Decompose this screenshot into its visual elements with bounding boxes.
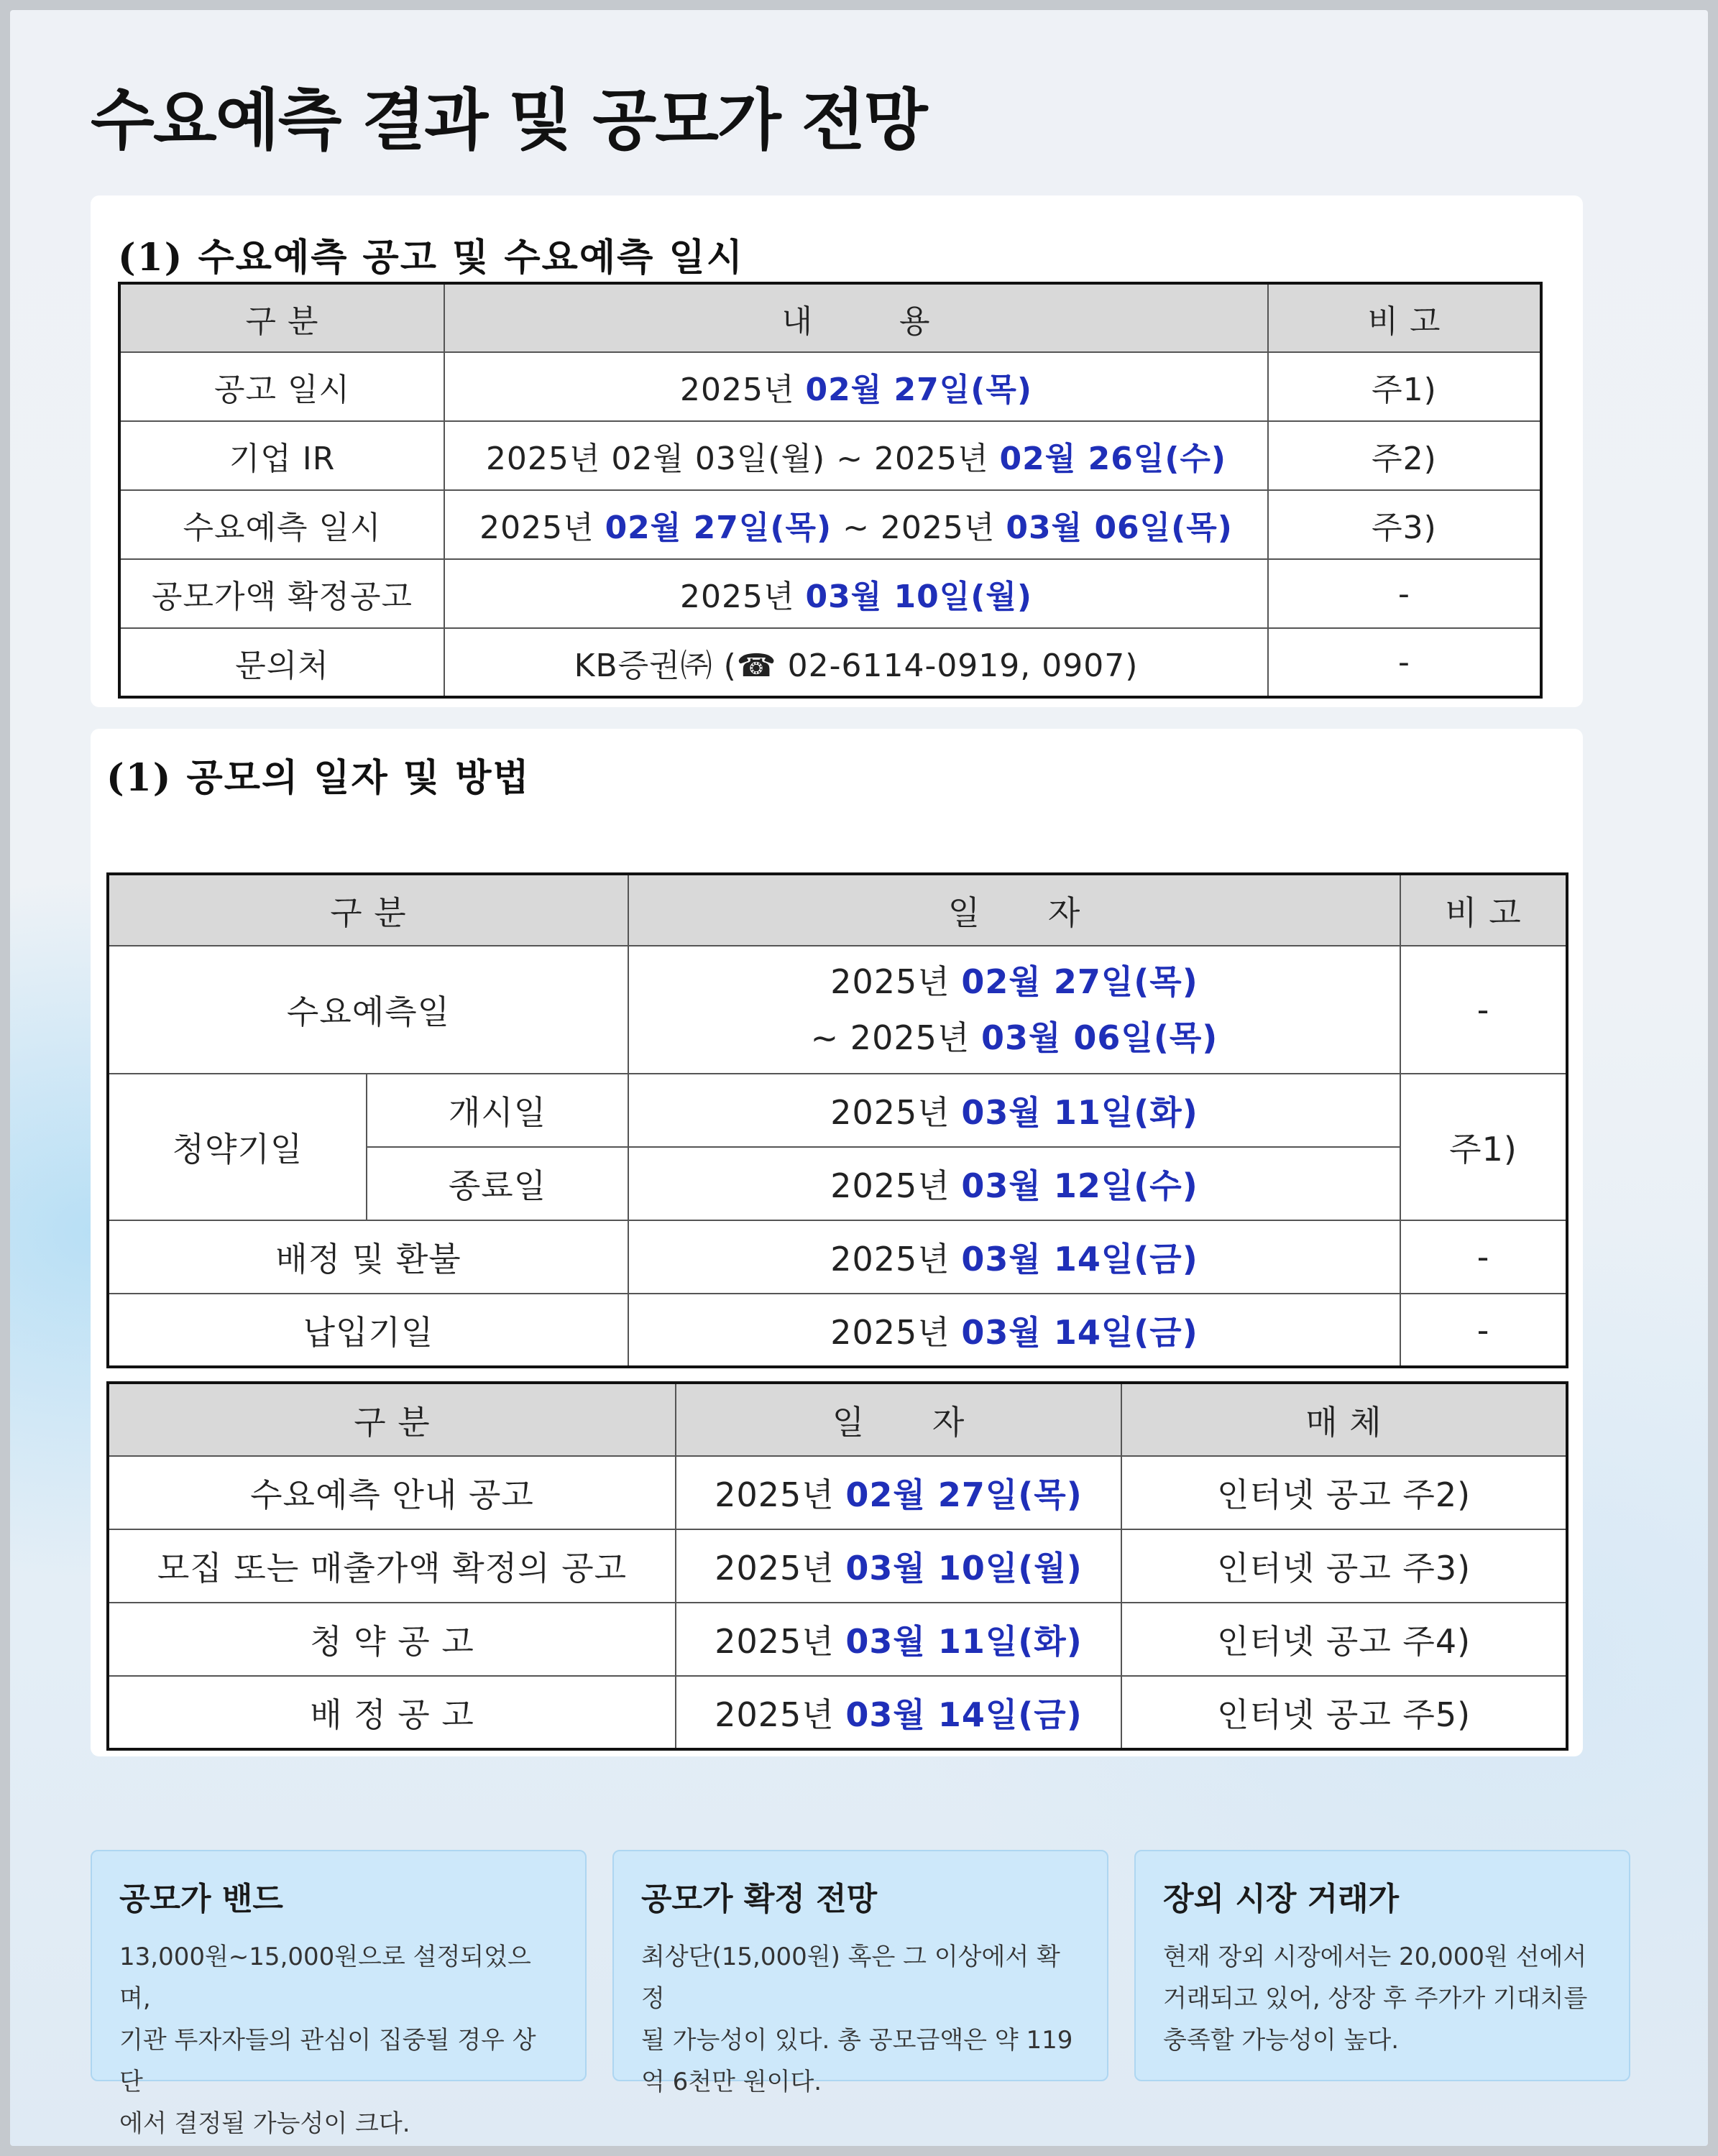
row-label: 공모가액 확정공고 xyxy=(119,559,444,628)
column-header: 구 분 xyxy=(119,283,444,352)
column-header: 비 고 xyxy=(1400,874,1567,946)
row-content: 2025년 03월 14일(금) xyxy=(628,1294,1400,1367)
row-note: - xyxy=(1400,1294,1567,1367)
table-row xyxy=(119,628,1541,697)
offering-schedule-panel xyxy=(91,729,1583,1756)
offering-dates-table xyxy=(106,872,1568,1368)
row-content: 2025년 03월 14일(금) xyxy=(628,1220,1400,1294)
row-label: 납입기일 xyxy=(108,1294,628,1367)
telephone-icon: ☎ xyxy=(736,647,777,684)
table-header-row xyxy=(108,1383,1567,1456)
date-highlight: 02월 27일(목) xyxy=(961,962,1198,1001)
date-highlight: 02월 27일(목) xyxy=(845,1475,1083,1514)
row-note: - xyxy=(1268,559,1541,628)
table-row xyxy=(119,421,1541,490)
date-highlight: 03월 12일(수) xyxy=(961,1166,1198,1205)
column-header: 구 분 xyxy=(108,1383,676,1456)
row-note: 주1) xyxy=(1400,1074,1567,1220)
table-row xyxy=(108,1603,1567,1676)
row-label: 배정 및 환불 xyxy=(108,1220,628,1294)
table-row xyxy=(119,559,1541,628)
column-header: 비 고 xyxy=(1268,283,1541,352)
row-label: 공고 일시 xyxy=(119,352,444,421)
section-heading: (1) 수요예측 공고 및 수요예측 일시 xyxy=(118,236,744,280)
date-highlight: 02월 27일(목) xyxy=(605,510,832,546)
date-highlight: 03월 10일(월) xyxy=(805,579,1032,615)
card-text: 현재 장외 시장에서는 20,000원 선에서 거래되고 있어, 상장 후 주가가 기대치를 충족할 가능성이 높다. xyxy=(1163,1943,1588,2055)
row-label: 수요예측 일시 xyxy=(119,490,444,559)
otc-price-card xyxy=(1134,1850,1630,2081)
column-header: 매 체 xyxy=(1121,1383,1567,1456)
date-highlight: 03월 11일(화) xyxy=(845,1622,1083,1661)
demand-forecast-schedule-panel xyxy=(91,195,1583,707)
row-label: 청 약 공 고 xyxy=(108,1603,676,1676)
row-content: 2025년 02월 03일(월) ~ 2025년 02월 26일(수) xyxy=(444,421,1268,490)
date-highlight: 03월 14일(금) xyxy=(961,1240,1198,1279)
table-row xyxy=(119,352,1541,421)
row-content: 2025년 03월 11일(화) xyxy=(628,1074,1400,1147)
price-band-card xyxy=(91,1850,587,2138)
card-title: 공모가 밴드 xyxy=(119,1881,283,1917)
column-header: 일 자 xyxy=(676,1383,1121,1456)
row-content: KB증권㈜ (☎ 02-6114-0919, 0907) xyxy=(444,628,1268,697)
row-content: 2025년 02월 27일(목) xyxy=(676,1456,1121,1529)
row-label: 기업 IR xyxy=(119,421,444,490)
table-row xyxy=(108,1220,1567,1294)
date-highlight: 03월 14일(금) xyxy=(961,1312,1198,1352)
table-header-row xyxy=(108,874,1567,946)
card-title: 공모가 확정 전망 xyxy=(641,1881,878,1917)
row-note: 주3) xyxy=(1268,490,1541,559)
row-note: - xyxy=(1400,946,1567,1074)
table-row xyxy=(119,490,1541,559)
summary-cards xyxy=(91,1850,1637,2138)
row-label: 배 정 공 고 xyxy=(108,1676,676,1749)
row-note: 주1) xyxy=(1268,352,1541,421)
price-outlook-card xyxy=(612,1850,1108,2096)
row-label: 수요예측 안내 공고 xyxy=(108,1456,676,1529)
table-row xyxy=(108,946,1567,1074)
row-label: 수요예측일 xyxy=(108,946,628,1074)
card-title: 장외 시장 거래가 xyxy=(1163,1881,1400,1917)
date-highlight: 03월 06일(목) xyxy=(980,1018,1218,1057)
date-highlight: 02월 27일(목) xyxy=(805,372,1032,408)
row-content: 2025년 03월 10일(월) xyxy=(444,559,1268,628)
table-row xyxy=(108,1456,1567,1529)
row-media: 인터넷 공고 주3) xyxy=(1121,1529,1567,1603)
page xyxy=(10,10,1708,2146)
row-note: 주2) xyxy=(1268,421,1541,490)
row-label: 청약기일 xyxy=(108,1074,367,1220)
section-heading: (1) 공모의 일자 및 방법 xyxy=(106,756,530,800)
date-highlight: 02월 26일(수) xyxy=(999,441,1227,477)
row-content: 2025년 03월 12일(수) xyxy=(628,1147,1400,1220)
row-label: 문의처 xyxy=(119,628,444,697)
row-note: - xyxy=(1400,1220,1567,1294)
demand-forecast-table xyxy=(118,282,1543,699)
row-media: 인터넷 공고 주4) xyxy=(1121,1603,1567,1676)
row-content: 2025년 03월 11일(화) xyxy=(676,1603,1121,1676)
row-content: 2025년 02월 27일(목) ~ 2025년 03월 06일(목) xyxy=(628,946,1400,1074)
table-header-row xyxy=(119,283,1541,352)
row-sublabel: 종료일 xyxy=(367,1147,628,1220)
column-header: 구 분 xyxy=(108,874,628,946)
row-content: 2025년 02월 27일(목) xyxy=(444,352,1268,421)
table-row xyxy=(108,1294,1567,1367)
page-title: 수요예측 결과 및 공모가 전망 xyxy=(91,82,927,159)
column-header: 일 자 xyxy=(628,874,1400,946)
row-media: 인터넷 공고 주5) xyxy=(1121,1676,1567,1749)
table-row xyxy=(108,1529,1567,1603)
row-media: 인터넷 공고 주2) xyxy=(1121,1456,1567,1529)
row-content: 2025년 03월 10일(월) xyxy=(676,1529,1121,1603)
announcement-media-table xyxy=(106,1381,1568,1751)
row-note: - xyxy=(1268,628,1541,697)
date-highlight: 03월 14일(금) xyxy=(845,1695,1083,1734)
card-text: 13,000원~15,000원으로 설정되었으며, 기관 투자자들의 관심이 집중될 경우 상단 에서 결정될 가능성이 크다. xyxy=(119,1943,536,2138)
column-header: 내 용 xyxy=(444,283,1268,352)
date-highlight: 03월 06일(목) xyxy=(1006,510,1233,546)
table-row xyxy=(108,1676,1567,1749)
row-label: 모집 또는 매출가액 확정의 공고 xyxy=(108,1529,676,1603)
row-sublabel: 개시일 xyxy=(367,1074,628,1147)
table-row xyxy=(108,1074,1567,1147)
row-content: 2025년 02월 27일(목) ~ 2025년 03월 06일(목) xyxy=(444,490,1268,559)
date-highlight: 03월 11일(화) xyxy=(961,1093,1198,1132)
card-text: 최상단(15,000원) 혹은 그 이상에서 확정 될 가능성이 있다. 총 공모금액은 약 119 억 6천만 원이다. xyxy=(641,1943,1073,2096)
date-highlight: 03월 10일(월) xyxy=(845,1549,1083,1588)
row-content: 2025년 03월 14일(금) xyxy=(676,1676,1121,1749)
